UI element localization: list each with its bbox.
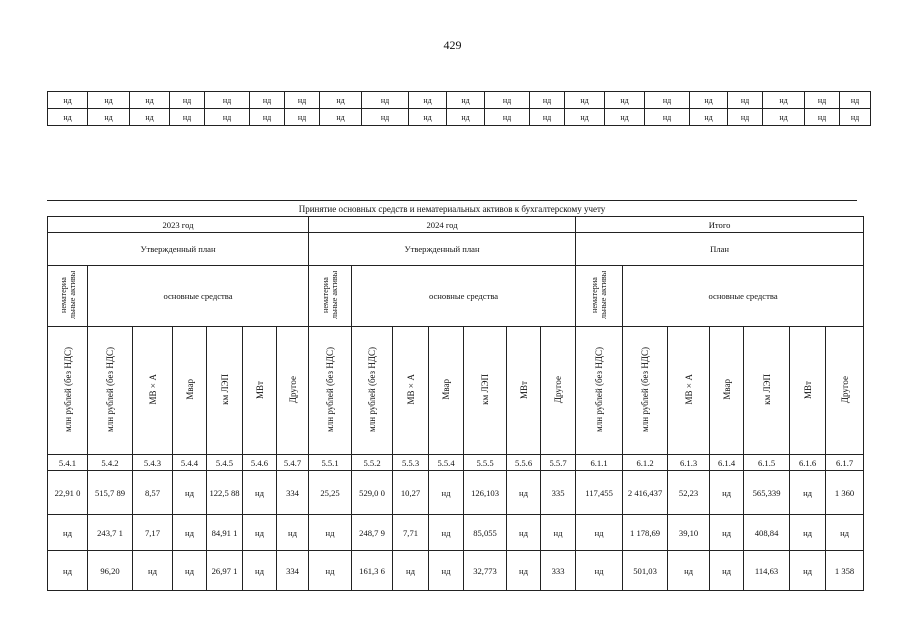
unit-header-cell: МВт <box>790 327 826 455</box>
table-cell: нд <box>576 551 623 591</box>
top-table-cell: нд <box>285 109 320 126</box>
top-table-cell: нд <box>485 109 530 126</box>
fixed-assets-header-total: основные средства <box>623 266 864 327</box>
table-cell: нд <box>243 515 277 551</box>
table-cell: нд <box>507 551 541 591</box>
table-cell: нд <box>790 471 826 515</box>
unit-header-cell: км ЛЭП <box>464 327 507 455</box>
unit-header-cell: МВт <box>507 327 541 455</box>
top-table-cell: нд <box>728 92 763 109</box>
table-cell: нд <box>48 551 88 591</box>
table-cell: нд <box>173 515 207 551</box>
unit-header-cell: МВ×А <box>668 327 710 455</box>
intangible-header-total: нематериа льные активы <box>576 266 623 327</box>
top-table-cell: нд <box>409 92 447 109</box>
page-number: 429 <box>443 38 462 52</box>
table-cell: нд <box>429 515 464 551</box>
table-cell: 52,23 <box>668 471 710 515</box>
year-2024: 2024 год <box>309 217 576 233</box>
top-table-cell: нд <box>320 109 362 126</box>
table-cell: нд <box>393 551 429 591</box>
column-code: 5.4.1 <box>48 455 88 471</box>
table-cell: 515,7 89 <box>88 471 133 515</box>
table-cell: 334 <box>277 471 309 515</box>
column-code: 5.5.1 <box>309 455 352 471</box>
unit-header-cell: млн рублей (без НДС) <box>623 327 668 455</box>
intangible-header-2024: нематериа льные активы <box>309 266 352 327</box>
table-cell: 96,20 <box>88 551 133 591</box>
caption-rule <box>47 200 857 201</box>
top-table-cell: нд <box>88 92 130 109</box>
column-code: 5.4.2 <box>88 455 133 471</box>
table-cell: нд <box>576 515 623 551</box>
column-code: 6.1.1 <box>576 455 623 471</box>
top-table <box>47 91 871 126</box>
fixed-assets-header-2024: основные средства <box>352 266 576 327</box>
table-cell: 1 178,69 <box>623 515 668 551</box>
column-code: 6.1.6 <box>790 455 826 471</box>
top-table-cell: нд <box>409 109 447 126</box>
table-cell: нд <box>826 515 864 551</box>
top-table-cell: нд <box>485 92 530 109</box>
top-table-cell: нд <box>48 109 88 126</box>
plan-total: План <box>576 233 864 266</box>
table-cell: 334 <box>277 551 309 591</box>
table-cell: нд <box>507 471 541 515</box>
top-table-cell: нд <box>205 109 250 126</box>
table-cell: 243,7 1 <box>88 515 133 551</box>
top-table-cell: нд <box>565 109 605 126</box>
table-cell: нд <box>133 551 173 591</box>
table-cell: 32,773 <box>464 551 507 591</box>
top-table-cell: нд <box>840 109 871 126</box>
top-table-cell: нд <box>130 109 170 126</box>
table-cell: нд <box>668 551 710 591</box>
table-cell: нд <box>429 551 464 591</box>
table-cell: 1 360 <box>826 471 864 515</box>
table-cell: 122,5 88 <box>207 471 243 515</box>
table-cell: 7,71 <box>393 515 429 551</box>
top-table-row <box>48 92 871 109</box>
table-cell: 85,055 <box>464 515 507 551</box>
plan-2023: Утвержденный план <box>48 233 309 266</box>
top-table-cell: нд <box>362 109 409 126</box>
table-cell: 529,0 0 <box>352 471 393 515</box>
table-cell: 248,7 9 <box>352 515 393 551</box>
table-cell: нд <box>173 551 207 591</box>
main-table <box>47 216 864 591</box>
table-cell: нд <box>710 515 744 551</box>
table-cell: нд <box>710 551 744 591</box>
column-code: 6.1.5 <box>744 455 790 471</box>
unit-header-cell: Мвар <box>429 327 464 455</box>
table-cell: нд <box>790 551 826 591</box>
table-cell: нд <box>48 515 88 551</box>
unit-header-cell: Мвар <box>710 327 744 455</box>
table-row <box>48 515 864 551</box>
column-code: 5.4.4 <box>173 455 207 471</box>
column-code: 5.5.6 <box>507 455 541 471</box>
year-total: Итого <box>576 217 864 233</box>
unit-header-cell: км ЛЭП <box>744 327 790 455</box>
table-cell: 8,57 <box>133 471 173 515</box>
table-cell: 408,84 <box>744 515 790 551</box>
table-cell: 126,103 <box>464 471 507 515</box>
column-code: 5.4.3 <box>133 455 173 471</box>
top-table-cell: нд <box>645 109 690 126</box>
top-table-cell: нд <box>362 92 409 109</box>
table-cell: 161,3 6 <box>352 551 393 591</box>
column-code: 5.4.5 <box>207 455 243 471</box>
top-table-cell: нд <box>170 92 205 109</box>
unit-header-cell: Другое <box>826 327 864 455</box>
table-cell: 10,27 <box>393 471 429 515</box>
table-row <box>48 551 864 591</box>
column-code: 5.5.7 <box>541 455 576 471</box>
unit-header-cell: Другое <box>277 327 309 455</box>
table-row <box>48 471 864 515</box>
table-cell: 22,91 0 <box>48 471 88 515</box>
top-table-cell: нд <box>250 92 285 109</box>
intangible-header-2023: нематериа льные активы <box>48 266 88 327</box>
unit-header-cell: МВ×А <box>133 327 173 455</box>
table-cell: нд <box>309 551 352 591</box>
top-table-cell: нд <box>763 92 805 109</box>
unit-header-cell: МВ×А <box>393 327 429 455</box>
unit-header-cell: Другое <box>541 327 576 455</box>
table-cell: 7,17 <box>133 515 173 551</box>
unit-header-cell: МВт <box>243 327 277 455</box>
top-table-cell: нд <box>285 92 320 109</box>
top-table-cell: нд <box>690 109 728 126</box>
table-cell: 2 416,437 <box>623 471 668 515</box>
unit-header-cell: млн рублей (без НДС) <box>576 327 623 455</box>
table-cell: нд <box>429 471 464 515</box>
table-cell: нд <box>243 471 277 515</box>
top-table-cell: нд <box>530 109 565 126</box>
top-table-cell: нд <box>130 92 170 109</box>
table-cell: нд <box>277 515 309 551</box>
column-code: 5.4.6 <box>243 455 277 471</box>
column-code: 5.5.2 <box>352 455 393 471</box>
table-cell: нд <box>790 515 826 551</box>
top-table-cell: нд <box>447 92 485 109</box>
table-cell: нд <box>710 471 744 515</box>
table-cell: нд <box>243 551 277 591</box>
year-2023: 2023 год <box>48 217 309 233</box>
table-cell: нд <box>507 515 541 551</box>
column-code: 5.5.4 <box>429 455 464 471</box>
table-cell: 335 <box>541 471 576 515</box>
fixed-assets-header-2023: основные средства <box>88 266 309 327</box>
column-code: 5.5.3 <box>393 455 429 471</box>
top-table-cell: нд <box>447 109 485 126</box>
table-cell: нд <box>541 515 576 551</box>
top-table-cell: нд <box>728 109 763 126</box>
unit-header-cell: км ЛЭП <box>207 327 243 455</box>
top-table-cell: нд <box>840 92 871 109</box>
column-code: 6.1.4 <box>710 455 744 471</box>
top-table-cell: нд <box>88 109 130 126</box>
column-code: 6.1.3 <box>668 455 710 471</box>
top-table-cell: нд <box>805 109 840 126</box>
top-table-cell: нд <box>530 92 565 109</box>
top-table-cell: нд <box>605 109 645 126</box>
top-table-cell: нд <box>805 92 840 109</box>
top-table-cell: нд <box>170 109 205 126</box>
top-table-row <box>48 109 871 126</box>
plan-2024: Утвержденный план <box>309 233 576 266</box>
column-code: 5.5.5 <box>464 455 507 471</box>
table-cell: 25,25 <box>309 471 352 515</box>
top-table-cell: нд <box>48 92 88 109</box>
top-table-cell: нд <box>250 109 285 126</box>
table-cell: 1 358 <box>826 551 864 591</box>
unit-header-cell: Мвар <box>173 327 207 455</box>
column-code: 5.4.7 <box>277 455 309 471</box>
unit-header-cell: млн рублей (без НДС) <box>88 327 133 455</box>
column-code: 6.1.2 <box>623 455 668 471</box>
table-cell: 501,03 <box>623 551 668 591</box>
table-cell: 39,10 <box>668 515 710 551</box>
unit-header-cell: млн рублей (без НДС) <box>309 327 352 455</box>
top-table-cell: нд <box>690 92 728 109</box>
top-table-cell: нд <box>565 92 605 109</box>
table-cell: нд <box>309 515 352 551</box>
unit-header-cell: млн рублей (без НДС) <box>48 327 88 455</box>
top-table-cell: нд <box>320 92 362 109</box>
table-cell: 114,63 <box>744 551 790 591</box>
top-table-cell: нд <box>605 92 645 109</box>
table-cell: 117,455 <box>576 471 623 515</box>
unit-header-cell: млн рублей (без НДС) <box>352 327 393 455</box>
top-table-cell: нд <box>205 92 250 109</box>
table-cell: 333 <box>541 551 576 591</box>
top-table-cell: нд <box>645 92 690 109</box>
table-cell: нд <box>173 471 207 515</box>
column-code: 6.1.7 <box>826 455 864 471</box>
table-caption: Принятие основных средств и нематериальных активов к бухгалтерскому учету <box>298 204 606 214</box>
table-cell: 565,339 <box>744 471 790 515</box>
table-cell: 26,97 1 <box>207 551 243 591</box>
table-cell: 84,91 1 <box>207 515 243 551</box>
top-table-cell: нд <box>763 109 805 126</box>
